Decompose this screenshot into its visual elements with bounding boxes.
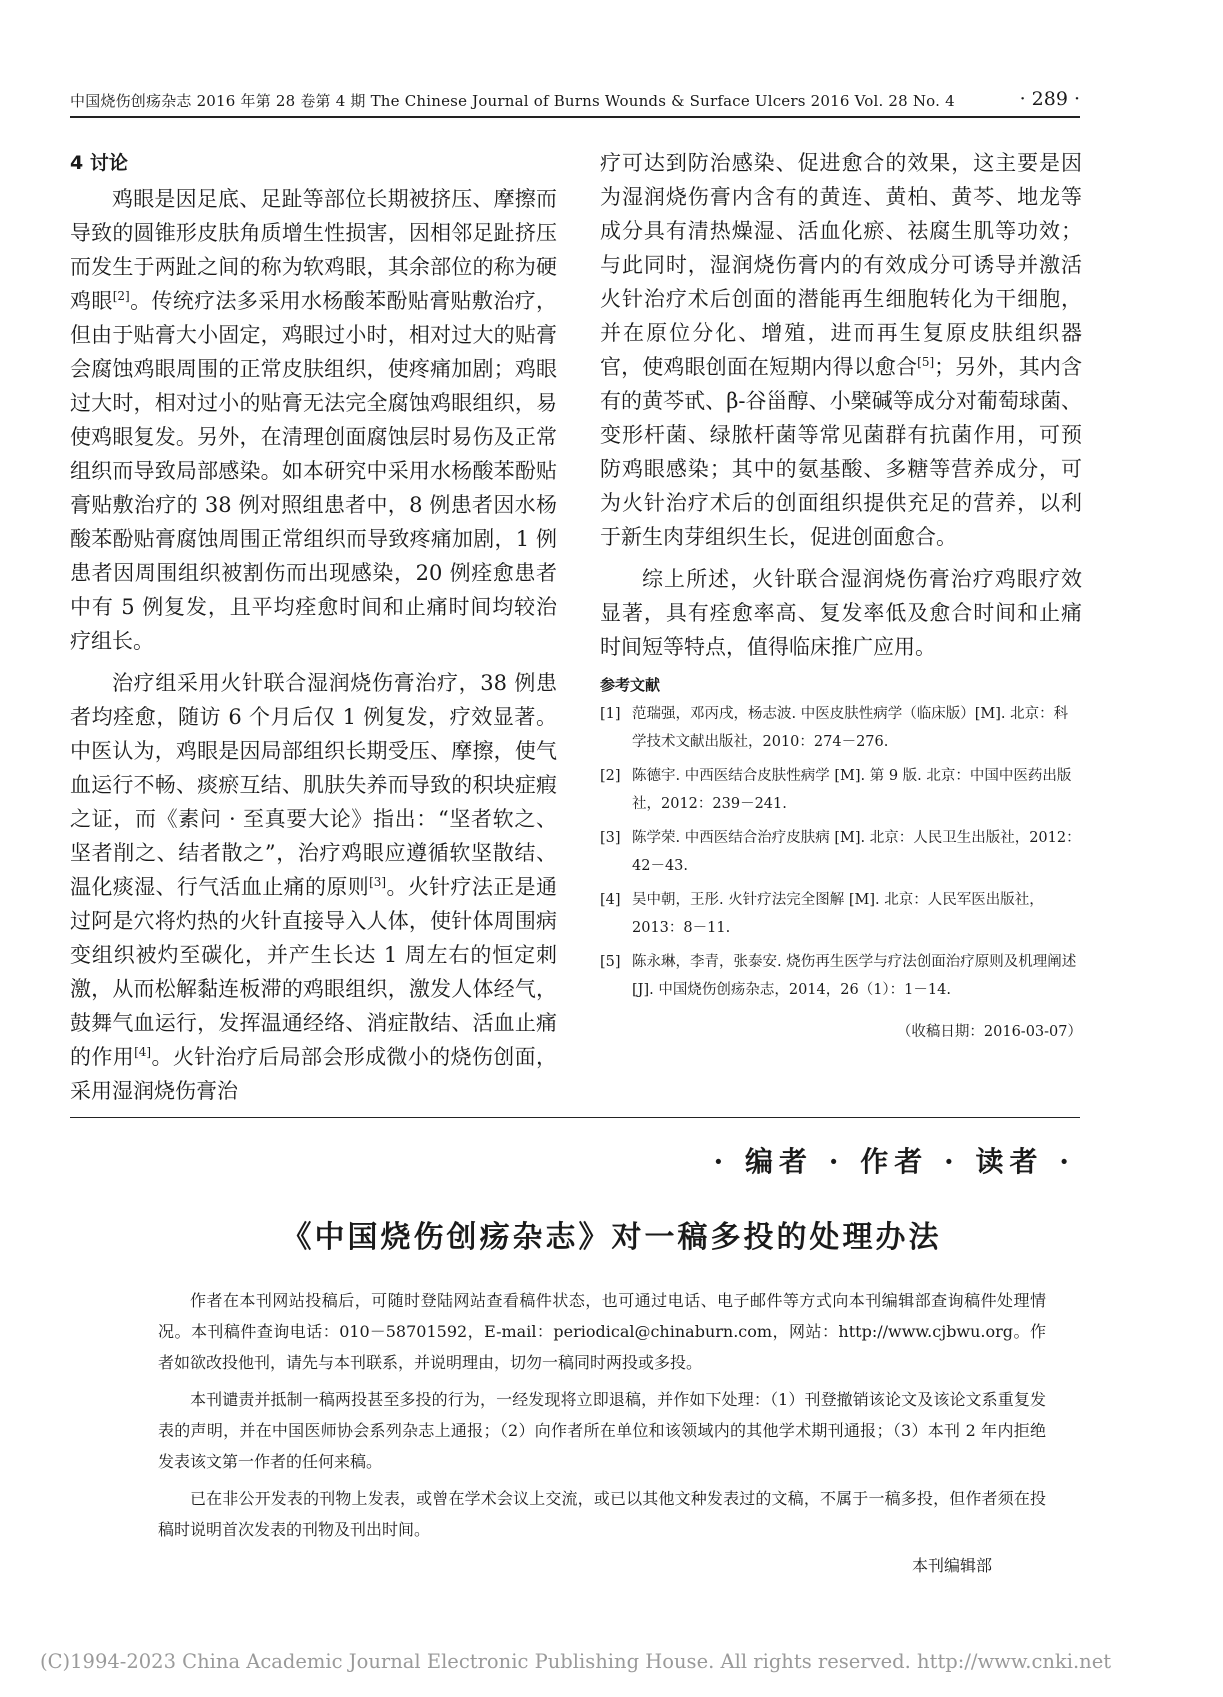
running-header: [70, 88, 1080, 118]
paragraph: 疗可达到防治感染、促进愈合的效果，这主要是因为湿润烧伤膏内含有的黄连、黄柏、黄芩、地龙等成分具有清热燥湿、活血化瘀、祛腐生肌等功效；与此同时，湿润烧伤膏内的有效成分可诱导并激活火针治疗术后创面的潜能再生细胞转化为干细胞，并在原位分化、增殖，进而再生复原皮肤组织器官，使鸡眼创面在短期内得以愈合[5]；另外，其内含有的黄芩甙、β-谷甾醇、小檗碱等成分对葡萄球菌、变形杆菌、绿脓杆菌等常见菌群有抗菌作用，可预防鸡眼感染；其中的氨基酸、多糖等营养成分，可为火针治疗术后的创面组织提供充足的营养，以利于新生肉芽组织生长，促进创面愈合。: [600, 151, 1083, 549]
journal-header: 中国烧伤创疡杂志 2016 年第 28 卷第 4 期 The Chinese Journal of Burns Wounds & Surface Ulcers 2016 Vol. 28 No. 4: [70, 92, 955, 110]
received-date: （收稿日期：2016-03-07）: [896, 1024, 1082, 1040]
notice-paragraph: 已在非公开发表的刊物上发表，或曾在学术会议上交流，或已以其他文种发表过的文稿，不属于一稿多投，但作者须在投稿时说明首次发表的刊物及刊出时间。: [158, 1489, 1046, 1539]
notice-body: [158, 1285, 1046, 1551]
section-divider: [70, 1117, 1080, 1118]
reference-item: [1] 范瑞强，邓丙戌，杨志波. 中医皮肤性病学（临床版）[M]. 北京：科学技术文献出版社，2010：274－276.: [600, 706, 1069, 750]
page-number: · 289 ·: [1019, 88, 1080, 110]
column-heading: · 编者 · 作者 · 读者 ·: [713, 1145, 1075, 1178]
paragraph: 鸡眼是因足底、足趾等部位长期被挤压、摩擦而导致的圆锥形皮肤角质增生性损害，因相邻足趾挤压而发生于两趾之间的称为软鸡眼，其余部位的称为硬鸡眼[2]。传统疗法多采用水杨酸苯酚贴膏贴敷治疗，但由于贴膏大小固定，鸡眼过小时，相对过大的贴膏会腐蚀鸡眼周围的正常皮肤组织，使疼痛加剧；鸡眼过大时，相对过小的贴膏无法完全腐蚀鸡眼组织，易使鸡眼复发。另外，在清理创面腐蚀层时易伤及正常组织而导致局部感染。如本研究中采用水杨酸苯酚贴膏贴敷治疗的 38 例对照组患者中，8 例患者因水杨酸苯酚贴膏腐蚀周围正常组织而导致疼痛加剧，1 例患者因周围组织被割伤而出现感染，20 例痊愈患者中有 5 例复发，且平均痊愈时间和止痛时间均较治疗组长。: [70, 187, 558, 653]
section-title: 4 讨论: [70, 152, 128, 174]
notice-title: 《中国烧伤创疡杂志》对一稿多投的处理办法: [281, 1220, 942, 1255]
right-column: [600, 146, 1082, 1044]
reference-item: [4] 吴中朝，王彤. 火针疗法完全图解 [M]. 北京：人民军医出版社，2013：8－11.: [600, 892, 1044, 936]
references-title: 参考文献: [600, 676, 661, 694]
citation[interactable]: [3]: [369, 875, 387, 889]
copyright-footer: (C)1994-2023 China Academic Journal Electronic Publishing House. All rights reserved. http://www.cnki.net: [40, 1650, 1112, 1673]
citation[interactable]: [2]: [112, 289, 130, 303]
notice-paragraph: 作者在本刊网站投稿后，可随时登陆网站查看稿件状态，也可通过电话、电子邮件等方式向本刊编辑部查询稿件处理情况。本刊稿件查询电话：010－58701592，E-mail：periodical@chinaburn.com，网站：http://www.cjbwu.org。作者如欲改投他刊，请先与本刊联系，并说明理由，切勿一稿同时两投或多投。: [158, 1291, 1046, 1372]
paragraph: 综上所述，火针联合湿润烧伤膏治疗鸡眼疗效显著，具有痊愈率高、复发率低及愈合时间和止痛时间短等特点，值得临床推广应用。: [600, 567, 1082, 659]
reference-item: [3] 陈学荣. 中西医结合治疗皮肤病 [M]. 北京：人民卫生出版社，2012：42－43.: [600, 830, 1081, 874]
reference-item: [5] 陈永琳，李青，张泰安. 烧伤再生医学与疗法创面治疗原则及机理阐述 [J]. 中国烧伤创疡杂志，2014，26（1）：1－14.: [600, 954, 1077, 998]
reference-item: [2] 陈德宇. 中西医结合皮肤性病学 [M]. 第 9 版. 北京：中国中医药出版社，2012：239－241.: [600, 768, 1072, 812]
paragraph: 治疗组采用火针联合湿润烧伤膏治疗，38 例患者均痊愈，随访 6 个月后仅 1 例复发，疗效显著。中医认为，鸡眼是因局部组织长期受压、摩擦，使气血运行不畅、痰瘀互结、肌肤失养而导致的积块症瘕之证，而《素问 · 至真要大论》指出：“坚者软之、坚者削之、结者散之”，治疗鸡眼应遵循软坚散结、温化痰湿、行气活血止痛的原则[3]。火针疗法正是通过阿是穴将灼热的火针直接导入人体，使针体周围病变组织被灼至碳化，并产生长达 1 周左右的恒定刺激，从而松解黏连板滞的鸡眼组织，激发人体经气，鼓舞气血运行，发挥温通经络、消症散结、活血止痛的作用[4]。火针治疗后局部会形成微小的烧伤创面，采用湿润烧伤膏治: [70, 671, 558, 1103]
notice-paragraph: 本刊谴责并抵制一稿两投甚至多投的行为，一经发现将立即退稿，并作如下处理：（1）刊登撤销该论文及该论文系重复发表的声明，并在中国医师协会系列杂志上通报；（2）向作者所在单位和该领域内的其他学术期刊通报；（3）本刊 2 年内拒绝发表该文第一作者的任何来稿。: [158, 1390, 1046, 1471]
left-column: [70, 146, 557, 1108]
reference-list: [600, 700, 1082, 1004]
editorial-signature: 本刊编辑部: [911, 1556, 992, 1575]
citation[interactable]: [4]: [134, 1045, 152, 1059]
citation[interactable]: [5]: [917, 355, 935, 369]
